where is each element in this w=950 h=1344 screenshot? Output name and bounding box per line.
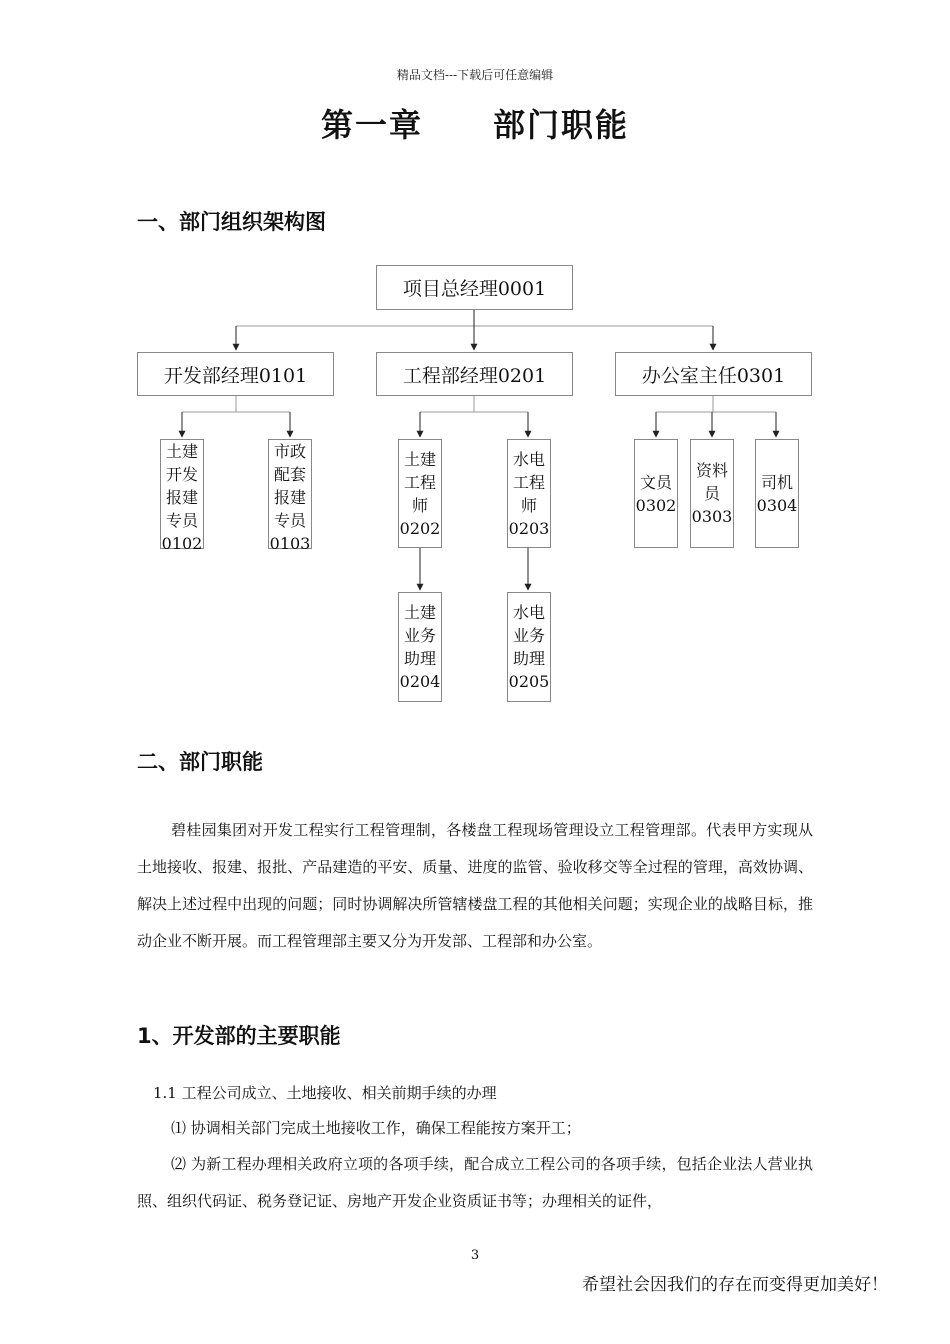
org-node-0205: 水电业务助理0205 xyxy=(507,592,551,702)
org-node-eng-manager: 工程部经理0201 xyxy=(376,352,573,396)
section-org-chart-title: 一、部门组织架构图 xyxy=(137,210,326,234)
org-node-project-general-manager: 项目总经理0001 xyxy=(376,265,573,310)
org-node-0102: 土建开发报建专员0102 xyxy=(160,439,204,549)
chapter-label: 第一章 xyxy=(320,106,423,144)
section-functions-title: 二、部门职能 xyxy=(137,750,263,774)
org-node-0203: 水电工程师0203 xyxy=(507,439,551,548)
header-note: 精品文档---下载后可任意编辑 xyxy=(396,68,554,82)
item-1: ⑴ 协调相关部门完成土地接收工作，确保工程能按方案开工； xyxy=(171,1119,581,1137)
org-node-0202: 土建工程师0202 xyxy=(398,439,442,548)
org-node-0303: 资料员0303 xyxy=(690,439,734,548)
chapter-name: 部门职能 xyxy=(493,106,630,144)
intro-paragraph: 碧桂园集团对开发工程实行工程管理制，各楼盘工程现场管理设立工程管理部。代表甲方实现从土地接收、报建、报批、产品建造的平安、质量、进度的监管、验收移交等全过程的管理，高效协调、解决上述过程中出现的问题；同时协调解决所管辖楼盘工程的其他相关问题；实现企业的战略目标，推动企业不断开展。而工程管理部主要又分为开发部、工程部和办公室。 xyxy=(137,821,813,950)
org-node-0302: 文员0302 xyxy=(634,439,678,548)
org-node-dev-manager: 开发部经理0101 xyxy=(137,352,334,396)
dev-dept-functions-title: 1、开发部的主要职能 xyxy=(137,1024,341,1048)
item-2: ⑵ 为新工程办理相关政府立项的各项手续，配合成立工程公司的各项手续，包括企业法人营业执照、组织代码证、税务登记证、房地产开发企业资质证书等；办理相关的证件， xyxy=(137,1155,813,1210)
item-1-1: 1.1 工程公司成立、土地接收、相关前期手续的办理 xyxy=(153,1084,497,1102)
page-number: 3 xyxy=(470,1248,480,1263)
org-node-0204: 土建业务助理0204 xyxy=(398,592,442,702)
org-node-0103: 市政配套报建专员0103 xyxy=(268,439,312,549)
org-node-0304: 司机0304 xyxy=(755,439,799,548)
org-node-office-director: 办公室主任0301 xyxy=(615,352,812,396)
footer-slogan: 希望社会因我们的存在而变得更加美好！ xyxy=(582,1275,888,1295)
